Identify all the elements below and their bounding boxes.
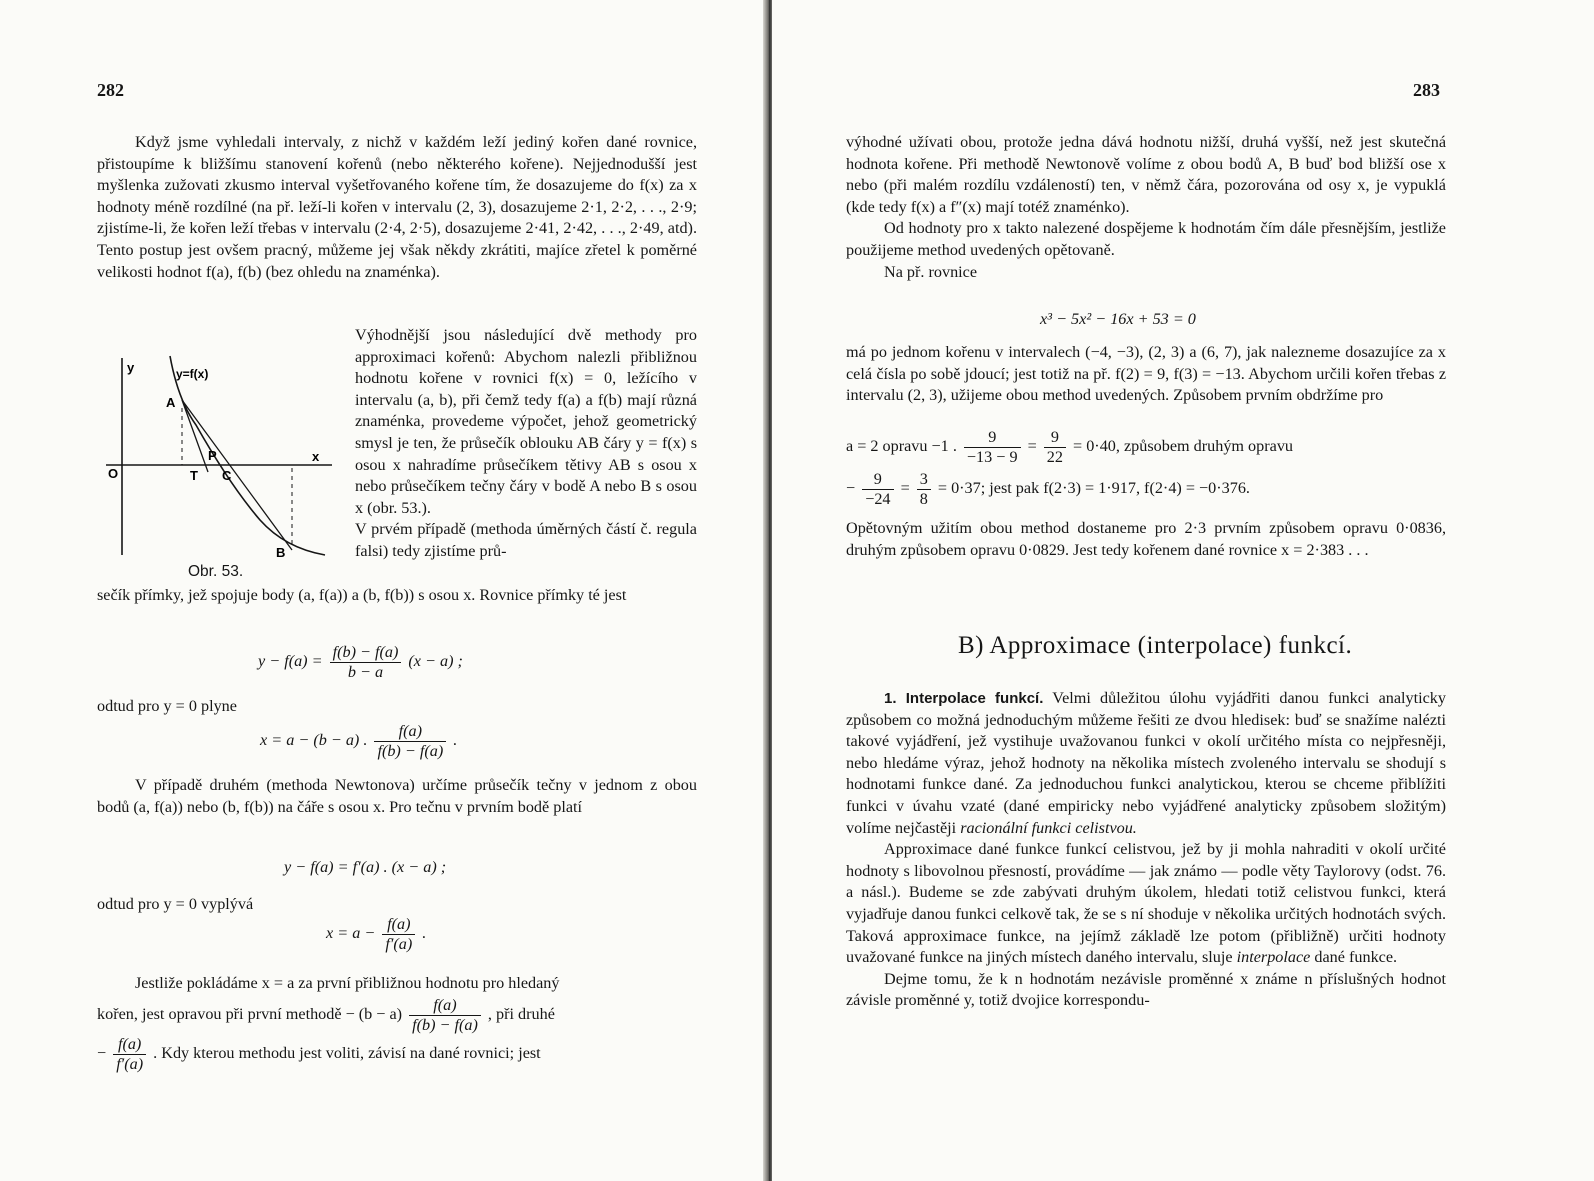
label-y: y (127, 360, 135, 375)
fraction: $\frac{f(a)}{f'(a)}$ (382, 915, 415, 954)
equation-chord: y − f(a) = $\frac{f(b) - f(a)}{b - a}$ (x − a) ; (258, 643, 463, 681)
tangent-line (182, 400, 208, 472)
equation-newton: x = a − $\frac{f(a)}{f'(a)}$ . (326, 915, 427, 953)
figure-53-diagram (100, 350, 340, 575)
section-heading: B) Approximace (interpolace) funkcí. (958, 632, 1353, 659)
right-corrections-line-2: − $\frac{9}{-24}$ = $\frac{3}{8}$ = 0·37; jest pak f(2·3) = 1·917, f(2·4) = −0·376. (846, 470, 1250, 508)
left-text-y0-2: odtud pro y = 0 vyplývá (97, 895, 254, 913)
fraction: $\frac{3}{8}$ (917, 470, 931, 509)
right-paragraph-1: výhodné užívati obou, protože jedna dává hodnotu nižší, druhá vyšší, než jest skutečná hodnota kořene. Při methodě Newtonově volíme z obou bodů A, B buď bod bližší ose x nebo (při malém rozdílu vzdáleností) ten, v němž čára, pozorována od osy x, je vypuklá (kde tedy f(x) a f″(x) mají totéž znaménko). Od hodnoty pro x takto nalezené dospějeme k hodnotám čím dále přesnějším, jestliže použijeme method uvedených opětovaně. Na př. rovnice (846, 133, 1446, 281)
label-p: P (208, 448, 217, 463)
left-paragraph-4: V případě druhém (methoda Newtonova) určíme průsečík tečny v jednom z obou bodů (a, f(a)) nebo (b, f(b)) na čáře s osou x. Pro tečnu v prvním bodě platí (97, 776, 697, 816)
left-paragraph-5-line3: − $\frac{f(a)}{f'(a)}$ . Kdy kterou methodu jest voliti, závisí na dané rovnici; jest (97, 1035, 541, 1073)
label-t: T (190, 468, 198, 483)
label-o: O (108, 466, 119, 481)
right-corrections-line-1: a = 2 opravu −1 . $\frac{9}{-13 - 9}$ = $\frac{9}{22}$ = 0·40, způsobem druhým opravu (846, 428, 1294, 466)
fraction: $\frac{9}{-13 - 9}$ (964, 428, 1021, 467)
figure-caption: Obr. 53. (188, 563, 244, 580)
equation-tangent: y − f(a) = f′(a) . (x − a) ; (284, 858, 447, 876)
fraction: $\frac{9}{-24}$ (862, 470, 893, 509)
label-a: A (166, 395, 176, 410)
label-c: C (222, 468, 232, 483)
fraction: $\frac{f(a)}{f'(a)}$ (113, 1035, 146, 1074)
label-x: x (312, 449, 320, 464)
fraction: $\frac{f(a)}{f(b) - f(a)}$ (374, 722, 446, 761)
section-1-title: 1. Interpolace funkcí. (884, 690, 1044, 707)
curve-line (170, 356, 325, 555)
page-number-left: 282 (97, 80, 124, 100)
left-paragraph-3-cont: sečík přímky, jež spojuje body (a, f(a)) a (b, f(b)) s osou x. Rovnice přímky té jest (97, 586, 627, 604)
page-number-right: 283 (1413, 80, 1440, 100)
left-paragraph-5-line2: kořen, jest opravou při první methodě − (b − a) $\frac{f(a)}{f(b) - f(a)}$ , při druhé (97, 996, 555, 1034)
fraction: $\frac{f(a)}{f(b) - f(a)}$ (409, 996, 481, 1035)
fraction: $\frac{9}{22}$ (1044, 428, 1066, 467)
label-curve: y=f(x) (176, 367, 209, 381)
equation-cubic: x³ − 5x² − 16x + 53 = 0 (1040, 310, 1196, 328)
right-section-1: 1. Interpolace funkcí. Velmi důležitou úlohu vyjádřiti danou funkci analyticky způsobem co možná jednoduchým můžeme řešiti ze dvou hledisek: buď se snažíme nalézti takové vyjádření, jež vystihuje uvažovanou funkci v okolí určitého místa co nejpřesněji, nebo hledáme výraz, jehož hodnoty na několika místech zvoleného intervalu se shodují s hodnotami funkce dané. Za jednoduchou funkci analytickou, kterou se chceme přiblížiti funkci v úvahu vzaté (dané empiricky nebo vyjádřené analyticky způsobem složitým) volíme nejčastěji racionální funkci celistvou. Approximace dané funkce funkcí celistvou, jež by ji mohla nahraditi v okolí určité hodnoty s libovolnou přesností, provádíme — jak známo — podle věty Taylorovy (odst. 76. a násl.). Budeme se zde zabývati druhým úkolem, hledati totiž celistvou funkci, která vyjadřuje danou funkci celkově tak, že se s ní shoduje v několika určitých hodnotách svých. Taková approximace funkce, na jejímž základě lze potom (přibližně) určiti hodnoty uvažované funkce na jiných místech daného intervalu, sluje interpolace dané funkce. Dejme tomu, že k n hodnotám nezávisle proměnné x známe n příslušných hodnot závisle proměnné y, totiž dvojice korrespondu- (846, 689, 1446, 1010)
fraction: $\frac{f(b) - f(a)}{b - a}$ (330, 643, 402, 682)
chord-ab-line (182, 400, 292, 550)
left-page (0, 0, 768, 1181)
left-text-y0-1: odtud pro y = 0 plyne (97, 697, 237, 715)
equation-regula-falsi: x = a − (b − a) . $\frac{f(a)}{f(b) - f(a)}$ . (260, 722, 458, 760)
right-paragraph-5: Opětovným užitím obou method dostaneme pro 2·3 prvním způsobem opravu 0·0836, druhým způsobem opravu 0·0829. Jest tedy kořenem dané rovnice x = 2·383 . . . (846, 519, 1446, 559)
label-b: B (276, 545, 286, 560)
left-paragraph-1: Když jsme vyhledali intervaly, z nichž v každém leží jediný kořen dané rovnice, přistoupíme k bližšímu stanovení kořenů (nebo některého kořene). Nejjednodušší jest myšlenka zužovati zkusmo interval vyšetřovaného kořene tím, že dosazujeme do f(x) za x hodnoty méně rozdílné (na př. leží-li kořen v intervalu (2, 3), dosazujeme 2·1, 2·2, . . ., 2·9; zjistíme-li, že kořen leží třebas v intervalu (2·4, 2·5), dosazujeme 2·41, 2·42, . . ., 2·49, atd). Tento postup jest ovšem pracný, můžeme jej však někdy zkrátiti, majíce zřetel k poměrné velikosti hodnot f(a), f(b) (bez ohledu na znaménka). (97, 133, 697, 281)
left-paragraph-2: Výhodnější jsou následující dvě methody pro approximaci kořenů: Abychom nalezli přibližnou hodnotu kořene v rovnici f(x) = 0, ležícího v intervalu (a, b), při čemž tedy f(a) a f(b) mají různá znaménka, provedeme výpočet, jehož geometrický smysl je ten, že průsečík oblouku AB čáry y = f(x) s osou x nahradíme průsečíkem tětivy AB s osou x nebo průsečíkem tečny čáry v bodě A nebo B s osou x (obr. 53.). V prvém případě (methoda úměrných částí č. regula falsi) tedy zjistíme prů- (355, 326, 697, 560)
left-paragraph-5: Jestliže pokládáme x = a za první přibližnou hodnotu pro hledaný (135, 974, 560, 992)
right-paragraph-4: má po jednom kořenu v intervalech (−4, −3), (2, 3) a (6, 7), jak nalezneme dosazujíce za x celá čísla po sobě jdoucí; jest totiž na př. f(2) = 9, f(3) = −13. Abychom určili kořen třebas z intervalu (2, 3), užijeme obou method uvedených. Způsobem prvním obdržíme pro (846, 343, 1446, 405)
